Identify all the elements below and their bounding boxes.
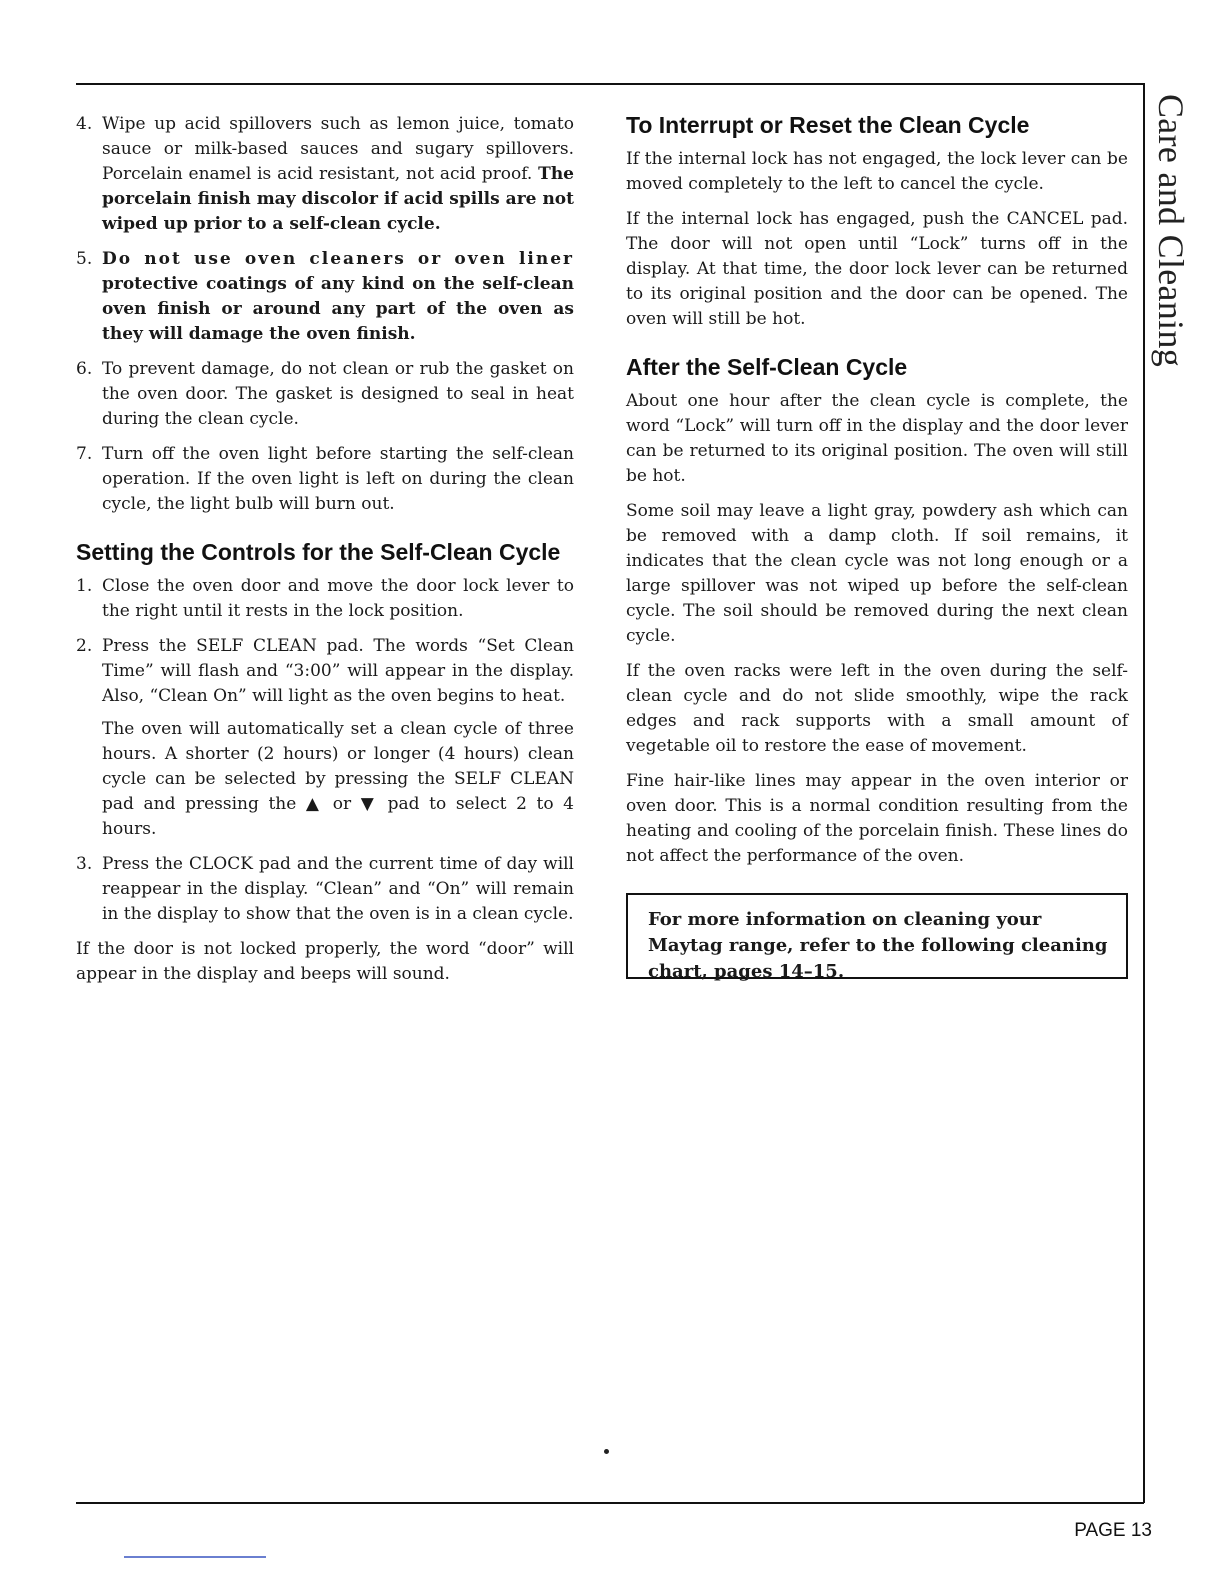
- paragraph: If the oven racks were left in the oven during the self-clean cycle and do not slide smoothly, wipe the rack edges and rack supports with a small amount of vegetable oil to restore the ease of movement.: [626, 661, 1128, 756]
- list-item: [76, 247, 574, 347]
- paragraph: Some soil may leave a light gray, powdery ash which can be removed with a damp cloth. If soil remains, it indicates that the clean cycle was not long enough or a large spillover was not wiped up before the self-clean cycle. The soil should be removed during the next clean cycle.: [626, 501, 1128, 646]
- step-number: 1.: [76, 576, 93, 596]
- section-heading-after: After the Self-Clean Cycle: [626, 354, 908, 380]
- paragraph: If the internal lock has engaged, push the CANCEL pad. The door will not open until “Lock” turns off in the display. At that time, the door lock lever can be returned to its original position and the door can be opened. The oven will still be hot.: [626, 209, 1128, 329]
- section-tab: [1148, 86, 1194, 376]
- step-item: [76, 634, 574, 842]
- page-number: PAGE 13: [1074, 1520, 1152, 1541]
- item-number: 7.: [76, 444, 93, 464]
- paragraph: If the internal lock has not engaged, the lock lever can be moved completely to the left to cancel the cycle.: [626, 149, 1128, 194]
- warning-text: The porcelain finish may discolor if acid spills are not wiped up prior to a self-clean cycle.: [102, 164, 574, 234]
- center-dot: [604, 1449, 609, 1454]
- step-text: Press the SELF CLEAN pad. The words “Set Clean Time” will flash and “3:00” will appear in the display. Also, “Clean On” will light as the oven begins to heat.: [102, 636, 574, 706]
- section-tab-label: Care and Cleaning: [1151, 94, 1191, 368]
- step-item: [76, 574, 574, 624]
- warning-text: Do not use oven cleaners or oven liner protective coatings of any kind on the self-clean oven finish or around any part of the oven as they will damage the oven finish.: [102, 249, 574, 344]
- paragraph: Fine hair-like lines may appear in the oven interior or oven door. This is a normal condition resulting from the heating and cooling of the porcelain finish. These lines do not affect the performance of the oven.: [626, 771, 1128, 866]
- left-column: [76, 112, 574, 997]
- right-column: [626, 112, 1128, 982]
- step-number: 3.: [76, 854, 93, 874]
- step-number: 2.: [76, 636, 93, 656]
- side-rule: [1143, 83, 1145, 1503]
- section-heading-controls: Setting the Controls for the Self-Clean Cycle: [76, 539, 561, 565]
- step-text: The oven will automatically set a clean cycle of three hours. A shorter (2 hours) or longer (4 hours) clean cycle can be selected by pressing the SELF CLEAN pad and pressing the ▲ or ▼ pad to select 2 to 4 hours.: [102, 719, 574, 839]
- paragraph: About one hour after the clean cycle is complete, the word “Lock” will turn off in the display and the door lever can be returned to its original position. The oven will still be hot.: [626, 391, 1128, 486]
- step-text: Close the oven door and move the door lock lever to the right until it rests in the lock position.: [102, 576, 574, 621]
- item-number: 5.: [76, 249, 93, 269]
- step-item: [76, 852, 574, 927]
- item-text: Wipe up acid spillovers such as lemon juice, tomato sauce or milk-based sauces and sugary spillovers. Porcelain enamel is acid resistant, not acid proof. The porcelain finish may discolor if acid spills are not wiped up prior to a self-clean cycle.: [102, 114, 574, 234]
- list-item: [76, 442, 574, 517]
- footer-accent-line: [124, 1556, 266, 1558]
- item-number: 6.: [76, 359, 93, 379]
- info-box: [626, 893, 1128, 982]
- info-box-text: For more information on cleaning your Maytag range, refer to the following cleaning chart, pages 14–15.: [648, 909, 1108, 982]
- item-text: Turn off the oven light before starting the self-clean operation. If the oven light is left on during the clean cycle, the light bulb will burn out.: [102, 444, 574, 514]
- item-text: To prevent damage, do not clean or rub the gasket on the oven door. The gasket is designed to seal in heat during the clean cycle.: [102, 359, 574, 429]
- list-item: [76, 357, 574, 432]
- top-rule: [76, 83, 1144, 85]
- item-number: 4.: [76, 114, 93, 134]
- door-note: If the door is not locked properly, the word “door” will appear in the display and beeps will sound.: [76, 939, 574, 984]
- bottom-rule: [76, 1502, 1144, 1504]
- list-item: [76, 112, 574, 237]
- section-heading-interrupt: To Interrupt or Reset the Clean Cycle: [626, 112, 1030, 138]
- step-text: Press the CLOCK pad and the current time of day will reappear in the display. “Clean” and “On” will remain in the display to show that the oven is in a clean cycle.: [102, 854, 574, 924]
